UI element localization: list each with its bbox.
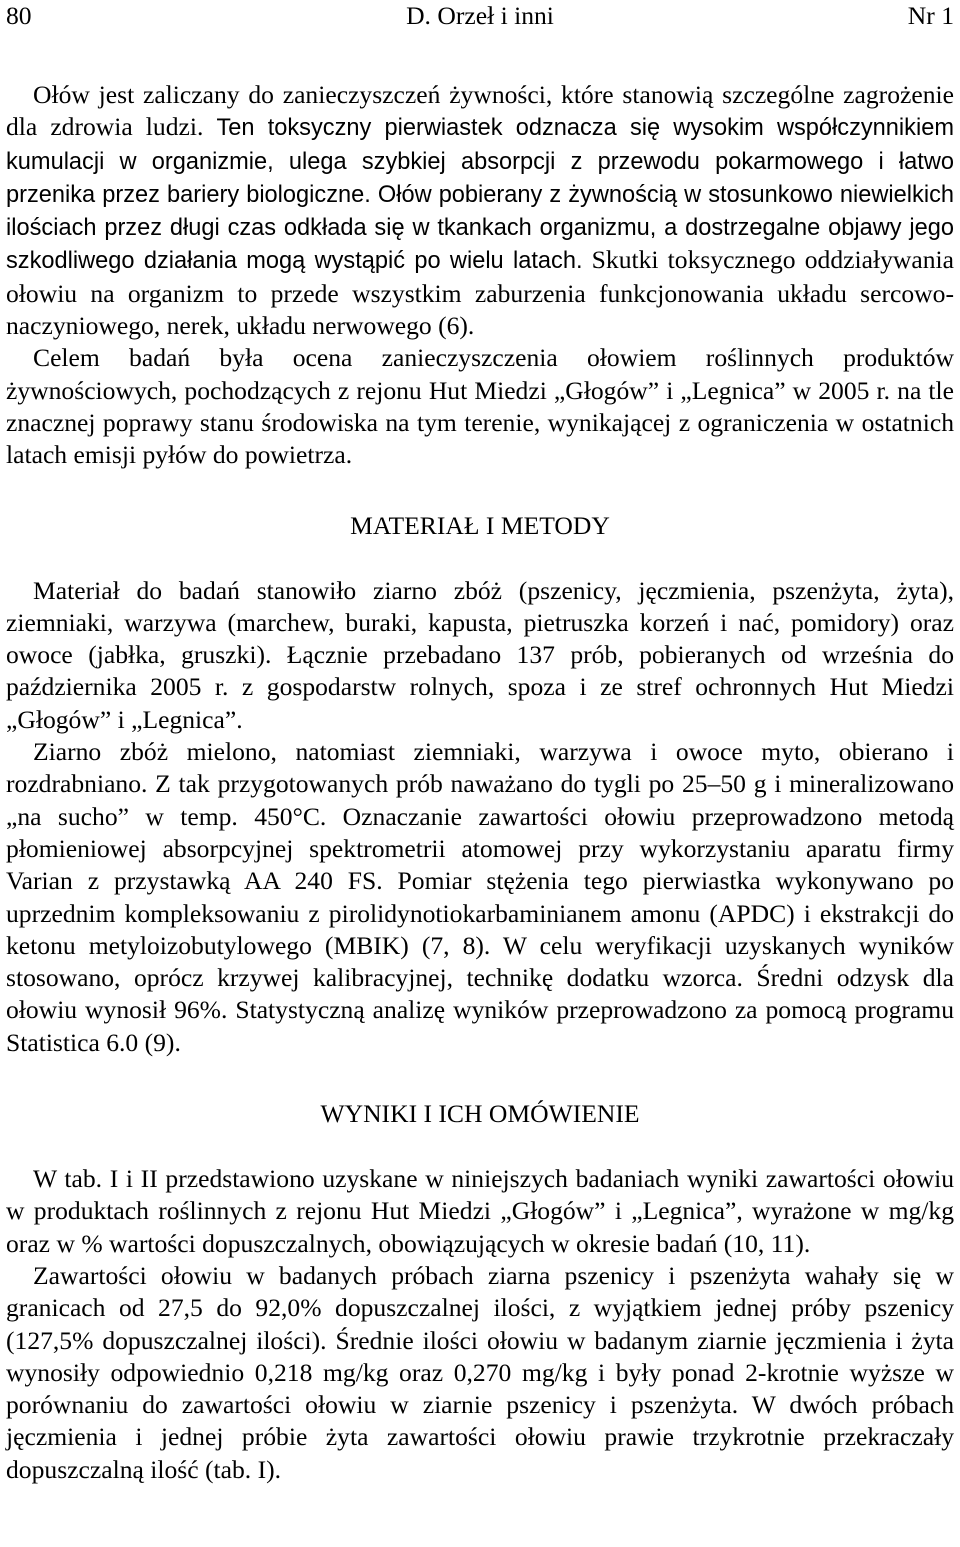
intro-paragraph-1 [6, 79, 954, 342]
results-paragraph-1: W tab. I i II przedstawiono uzyskane w niniejszych badaniach wyniki zawartości ołowiu w produktach roślinnych z rejonu Hut Miedzi „Głogów” i „Legnica”, wyrażone w mg/kg oraz w % wartości dopuszczalnych, obowiązujących w okresie badań (10, 11). [6, 1164, 954, 1258]
running-title: D. Orzeł i inni [406, 1, 554, 30]
results-paragraph-2: Zawartości ołowiu w badanych próbach ziarna pszenicy i pszenżyta wahały się w granicach od 27,5 do 92,0% dopuszczalnej ilości, z wyjątkiem jednej próby pszenicy (127,5% dopuszczalnej ilości). Średnie ilości ołowiu w badanym ziarnie jęczmienia i żyta wynosiły odpowiednio 0,218 mg/kg oraz 0,270 mg/kg i były ponad 2-krotnie wyższe w porównaniu do zawartości ołowiu w ziarnie pszenicy i pszenżyta. W dwóch próbach jęczmienia i jednej próbie żyta zawartości ołowiu prawie trzykrotnie przekraczały dopuszczalną ilość (tab. I). [6, 1260, 954, 1484]
intro-sentence-tail: Skutki toksycznego oddziaływania ołowiu na organizm to przede wszystkim zaburzenia funkcjonowania układu sercowo-naczyniowego, nerek, układu nerwowego (6). [6, 245, 954, 341]
running-header [6, 0, 954, 32]
section-heading-results: WYNIKI I ICH OMÓWIENIE [320, 1099, 640, 1129]
methods-paragraph-1: Materiał do badań stanowiło ziarno zbóż (pszenicy, jęczmienia, pszenżyta, żyta), ziemniaki, warzywa (marchew, buraki, kapusta, pietruszka korzeń i nać, pomidory) oraz owoce (jabłka, gruszki). Łącznie przebadano 137 prób, pobieranych od września do października 2005 r. z gospodarstw rolnych, spoza i ze stref ochronnych Hut Miedzi „Głogów” i „Legnica”. [6, 575, 954, 734]
intro-sentences-sans: Ten toksyczny pierwiastek odznacza się wysokim współczynnikiem kumulacji w organizmie, ulega szybkiej absorpcji z przewodu pokarmowego i łatwo przenika przez bariery biologiczne. Ołów pobierany z żywnością w stosunkowo niewielkich ilościach przez długi czas odkłada się w tkankach organizmu, a dostrzegalne objawy jego szkodliwego działania mogą wystąpić po wielu latach. [6, 115, 954, 275]
methods-paragraph-2: Ziarno zbóż mielono, natomiast ziemniaki, warzywa i owoce myto, obierano i rozdrabniano. Z tak przygotowanych prób naważano do tygli po 25–50 g i mineralizowano „na sucho” w temp. 450°C. Oznaczanie zawartości ołowiu przeprowadzono metodą płomieniowej absorpcyjnej spektrometrii atomowej przy wykorzystaniu aparatu firmy Varian z przystawką AA 240 FS. Pomiar stężenia tego pierwiastka wykonywano po uprzednim kompleksowaniu z pirolidynotiokarbaminianem amonu (APDC) i ekstrakcji do ketonu metyloizobutylowego (MBIK) (7, 8). W celu weryfikacji uzyskanych wyników stosowano, oprócz krzywej kalibracyjnej, technikę dodatku wzorca. Średni odzysk dla ołowiu wynosił 96%. Statystyczną analizę wyników przeprowadzono za pomocą programu Statistica 6.0 (9). [6, 737, 954, 1057]
page-number: 80 [6, 1, 32, 30]
article-body [6, 79, 954, 1486]
intro-sentence-serif: Ołów jest zaliczany do zanieczyszczeń żywności, które stanowią szczególne zagrożenie dla zdrowia ludzi. [6, 80, 954, 142]
issue-number: Nr 1 [907, 1, 954, 30]
document-page [6, 0, 954, 1486]
intro-paragraph-2: Celem badań była ocena zanieczyszczenia ołowiem roślinnych produktów żywnościowych, pochodzących z rejonu Hut Miedzi „Głogów” i „Legnica” w 2005 r. na tle znacznej poprawy stanu środowiska na tym terenie, wynikającej z ograniczenia w ostatnich latach emisji pyłów do powietrza. [6, 343, 954, 470]
section-heading-methods: MATERIAŁ I METODY [350, 510, 610, 540]
